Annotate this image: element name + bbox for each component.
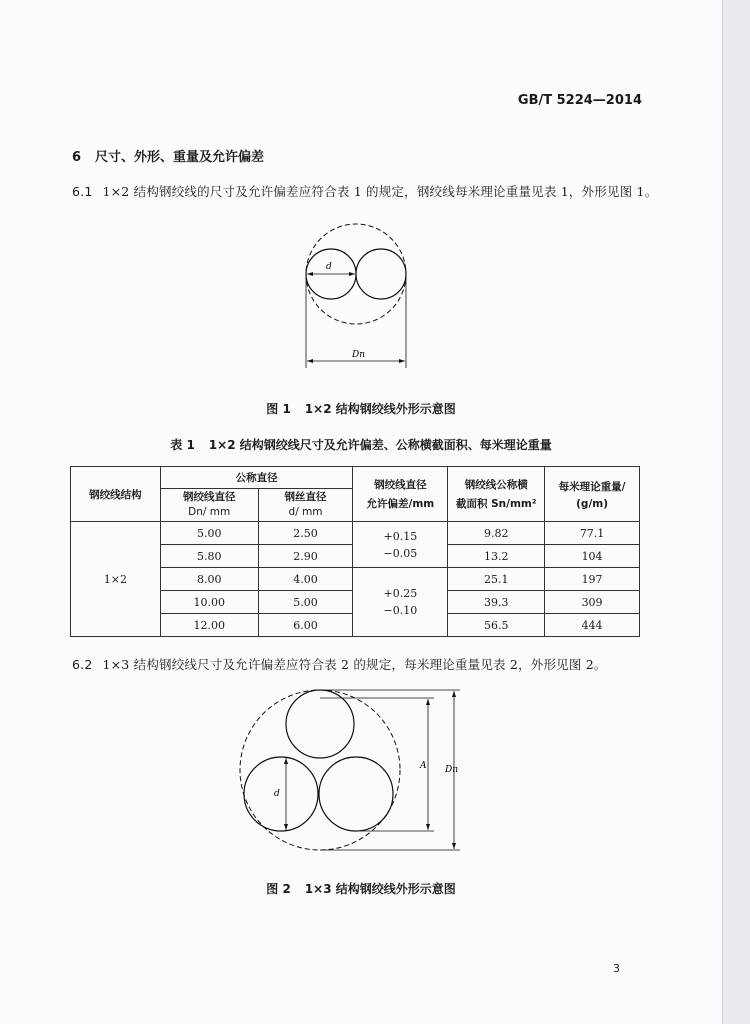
cell-strand-diameter: 10.00 <box>160 591 258 614</box>
figure-1-caption <box>0 400 722 417</box>
header-tolerance <box>353 467 448 522</box>
dim-Dn-label: Dn <box>352 350 366 360</box>
figure-1-diagram <box>300 220 430 370</box>
header-tolerance-line2: 允许偏差/mm <box>366 498 435 510</box>
cell-weight: 444 <box>545 614 640 637</box>
section-number: 6 <box>72 150 82 165</box>
figure-2-caption <box>0 880 722 897</box>
cell-structure: 1×2 <box>71 522 161 637</box>
cell-strand-diameter: 12.00 <box>160 614 258 637</box>
clause-6-2 <box>72 655 607 673</box>
header-wire-diameter-unit: d/ mm <box>288 506 323 518</box>
figure-2-diagram <box>238 688 478 858</box>
clause-text: 1×3 结构钢绞线尺寸及允许偏差应符合表 2 的规定，每米理论重量见表 2，外形见图 2。 <box>102 657 607 672</box>
page-number: 3 <box>613 962 620 975</box>
header-tolerance-line1: 钢绞线直径 <box>374 479 427 491</box>
dim-Dn-label: Dn <box>445 765 459 775</box>
cell-tolerance-b <box>353 568 448 637</box>
header-weight <box>545 467 640 522</box>
cell-weight: 309 <box>545 591 640 614</box>
wire-circle-top <box>286 690 354 758</box>
clause-6-1 <box>72 182 657 200</box>
header-structure: 钢绞线结构 <box>71 467 161 522</box>
cell-wire-diameter: 4.00 <box>258 568 353 591</box>
dim-d-label: d <box>274 789 280 799</box>
header-area-line2: 截面积 Sn/mm² <box>455 498 537 510</box>
strand-outer-circle <box>240 690 400 850</box>
header-area <box>448 467 545 522</box>
cell-area: 13.2 <box>448 545 545 568</box>
table-1 <box>70 466 640 637</box>
tolerance-b-minus: −0.10 <box>383 604 418 617</box>
cell-area: 56.5 <box>448 614 545 637</box>
header-wire-diameter <box>258 489 353 522</box>
cell-wire-diameter: 2.90 <box>258 545 353 568</box>
header-strand-diameter-label: 钢绞线直径 <box>182 491 236 503</box>
cell-area: 25.1 <box>448 568 545 591</box>
figure-2-title: 1×3 结构钢绞线外形示意图 <box>304 882 456 896</box>
header-strand-diameter-unit: Dn/ mm <box>188 506 231 518</box>
wire-circle-right <box>319 757 393 831</box>
clause-text: 1×2 结构钢绞线的尺寸及允许偏差应符合表 1 的规定，钢绞线每米理论重量见表 1，外形见图 1。 <box>102 184 658 199</box>
dim-A-label: A <box>420 761 427 771</box>
wire-circle-right <box>356 249 406 299</box>
cell-wire-diameter: 2.50 <box>258 522 353 545</box>
clause-number: 6.1 <box>72 184 93 199</box>
cell-wire-diameter: 6.00 <box>258 614 353 637</box>
clause-number: 6.2 <box>72 657 93 672</box>
cell-weight: 77.1 <box>545 522 640 545</box>
cell-strand-diameter: 8.00 <box>160 568 258 591</box>
header-wire-diameter-label: 钢丝直径 <box>284 491 327 503</box>
table-1-label: 表 1 <box>170 438 195 452</box>
table-1-caption <box>0 436 722 453</box>
table-1-title: 1×2 结构钢绞线尺寸及允许偏差、公称横截面积、每米理论重量 <box>208 438 552 452</box>
dim-d-label: d <box>326 262 332 272</box>
header-strand-diameter <box>160 489 258 522</box>
section-heading <box>72 146 264 165</box>
cell-wire-diameter: 5.00 <box>258 591 353 614</box>
table-row <box>71 522 640 545</box>
tolerance-a-minus: −0.05 <box>383 546 418 560</box>
standard-number: GB/T 5224—2014 <box>517 93 642 108</box>
figure-1-title: 1×2 结构钢绞线外形示意图 <box>304 402 456 416</box>
section-title: 尺寸、外形、重量及允许偏差 <box>95 150 265 165</box>
tolerance-b-plus: +0.25 <box>383 587 418 600</box>
cell-weight: 104 <box>545 545 640 568</box>
header-area-line1: 钢绞线公称横 <box>464 479 528 491</box>
cell-weight: 197 <box>545 568 640 591</box>
cell-tolerance-a <box>353 522 448 568</box>
figure-1-label: 图 1 <box>266 402 291 416</box>
cell-strand-diameter: 5.80 <box>160 545 258 568</box>
cell-area: 9.82 <box>448 522 545 545</box>
tolerance-a-plus: +0.15 <box>383 529 418 543</box>
wire-circle-left <box>244 757 318 831</box>
header-weight-line1: 每米理论重量/ <box>558 480 626 493</box>
figure-2-label: 图 2 <box>266 882 291 896</box>
cell-area: 39.3 <box>448 591 545 614</box>
cell-strand-diameter: 5.00 <box>160 522 258 545</box>
header-nominal-diameter: 公称直径 <box>160 467 353 489</box>
header-weight-line2: (g/m) <box>576 497 609 510</box>
